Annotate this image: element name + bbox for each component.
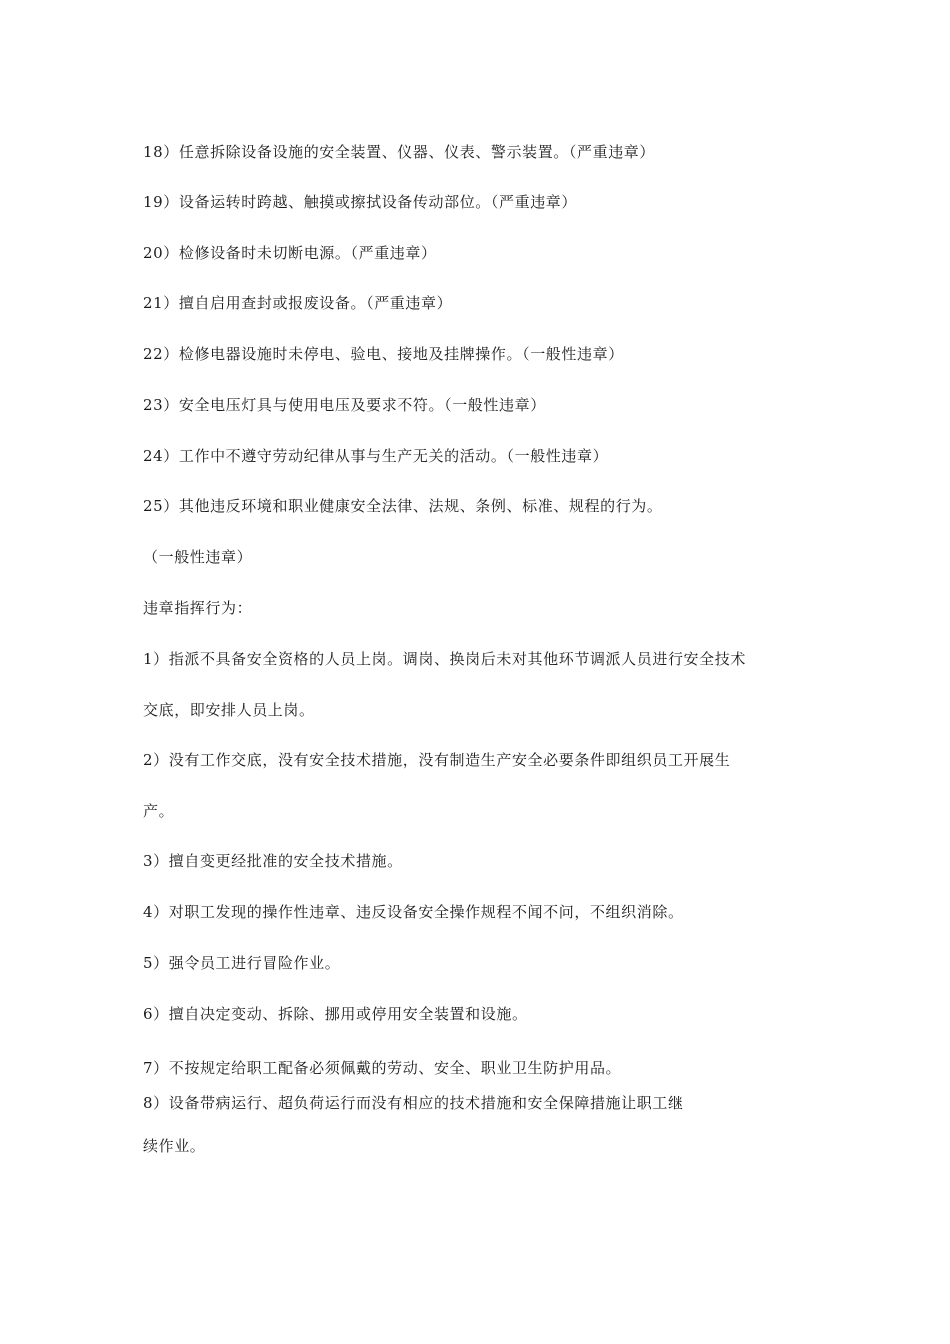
text-line: 续作业。 [143,1137,206,1155]
text-line: 22）检修电器设施时未停电、验电、接地及挂牌操作。（一般性违章） [143,345,624,363]
text-line: 3）擅自变更经批准的安全技术措施。 [143,852,403,870]
text-line: 5）强令员工进行冒险作业。 [143,954,341,972]
text-line: 25）其他违反环境和职业健康安全法律、法规、条例、标准、规程的行为。 [143,497,663,515]
text-line: 20）检修设备时未切断电源。（严重违章） [143,244,437,262]
text-line: 23）安全电压灯具与使用电压及要求不符。（一般性违章） [143,396,546,414]
section-heading: 违章指挥行为： [143,599,253,617]
text-line: 19）设备运转时跨越、触摸或擦拭设备传动部位。（严重违章） [143,193,577,211]
text-line: 21）擅自启用查封或报废设备。（严重违章） [143,294,453,312]
text-line: 1）指派不具备安全资格的人员上岗。调岗、换岗后未对其他环节调派人员进行安全技术 [143,650,746,668]
text-line: 6）擅自决定变动、拆除、挪用或停用安全装置和设施。 [143,1005,528,1023]
text-line: 8）设备带病运行、超负荷运行而没有相应的技术措施和安全保障措施让职工继 [143,1094,684,1112]
text-line: 交底，即安排人员上岗。 [143,701,315,719]
text-line: 7）不按规定给职工配备必须佩戴的劳动、安全、职业卫生防护用品。 [143,1059,622,1077]
text-line: 产。 [143,802,175,820]
text-line: 24）工作中不遵守劳动纪律从事与生产无关的活动。（一般性违章） [143,447,609,465]
text-line: 4）对职工发现的操作性违章、违反设备安全操作规程不闻不问，不组织消除。 [143,903,684,921]
text-line: （一般性违章） [143,548,253,566]
text-line: 18）任意拆除设备设施的安全装置、仪器、仪表、警示装置。（严重违章） [143,143,655,161]
text-line: 2）没有工作交底，没有安全技术措施，没有制造生产安全必要条件即组织员工开展生 [143,751,731,769]
